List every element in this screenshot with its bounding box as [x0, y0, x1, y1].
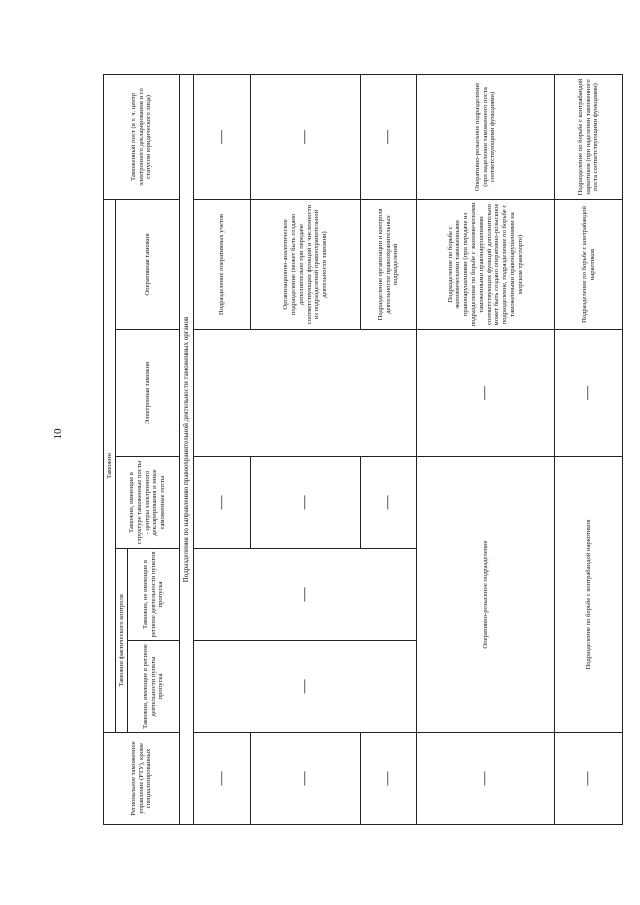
r4-post: Оперативно-розыскное подразделение (при наделении таможенного поста соответствующими функциями) — [417, 74, 555, 199]
r5-post: Подразделение по борьбе с контрабандой наркотиков (при наделении таможенного поста соответствующими функциями) — [555, 74, 623, 199]
header-electronic-customs: Электронная таможня — [116, 330, 180, 457]
r1-3-electronic-empty — [194, 330, 417, 457]
r3-operational: Подразделение организации и контроля деятельности правоохранительных подразделений — [361, 199, 417, 329]
r4-operational-search-unit: Оперативно-розыскное подразделение — [417, 457, 555, 733]
r5-rtu: — — [555, 733, 623, 825]
header-fc-without-checkpoints: Таможни, не имеющие в регионе деятельности пунктов пропуска — [128, 549, 180, 641]
r2-operational: Организационно-аналитическое подразделение (может быть создано дополнительно при передаче соответствующих функций и численности из подразделений правоохранительной деятельности таможни) — [251, 199, 361, 329]
r1-operational: Подразделение оперативных учетов — [194, 199, 251, 329]
r2-post: — — [251, 74, 361, 199]
rotated-table-container — [103, 75, 603, 825]
page-number: 10 — [52, 428, 64, 440]
header-factual-control: Таможни фактического контроля — [116, 549, 128, 733]
r3-post: — — [361, 74, 417, 199]
r1-3-fc-merged-2: — — [194, 549, 417, 641]
r2-customs-edc: — — [251, 457, 361, 549]
r1-rtu: — — [194, 733, 251, 825]
customs-structure-table — [103, 74, 623, 825]
header-operational-customs: Оперативная таможня — [116, 199, 180, 329]
r4-electronic: — — [417, 330, 555, 457]
r2-rtu: — — [251, 733, 361, 825]
header-customs-post: Таможенный пост (в т. ч. центр электронного декларирования и со статусом юридического лица) — [104, 74, 180, 199]
r1-3-fc-merged: — — [194, 641, 417, 733]
r4-rtu: — — [417, 733, 555, 825]
r3-rtu: — — [361, 733, 417, 825]
r1-customs-edc: — — [194, 457, 251, 549]
r1-post: — — [194, 74, 251, 199]
r5-narcotics-unit: Подразделение по борьбе с контрабандой наркотиков — [555, 457, 623, 733]
r3-customs-edc: — — [361, 457, 417, 549]
r4-operational: Подразделение по борьбе с экономическими таможенными правонарушениями (при передаче из подразделения по борьбе с экономическими таможенными правонарушениями соответствующих функций дополнительно может быть создано оперативно-розыскное подразделение, подразделение по борьбе с таможенными правонарушениями на морском транспорте) — [417, 199, 555, 329]
r5-electronic: — — [555, 330, 623, 457]
r5-operational: Подразделение по борьбе с контрабандой наркотиков — [555, 199, 623, 329]
header-fc-with-checkpoints: Таможни, имеющие в регионе деятельности пункты пропуска — [128, 641, 180, 733]
section-title: Подразделения по направлению правоохранительной деятельности таможенных органов — [180, 74, 194, 824]
header-customs: Таможни — [104, 199, 116, 732]
header-rtu: Региональное таможенное управление (РТУ), кроме специализированных — [104, 733, 180, 825]
header-customs-with-edc: Таможни, имеющие в структуре таможенные посты - центры электронного декларирования и иные таможенные посты — [116, 457, 180, 549]
